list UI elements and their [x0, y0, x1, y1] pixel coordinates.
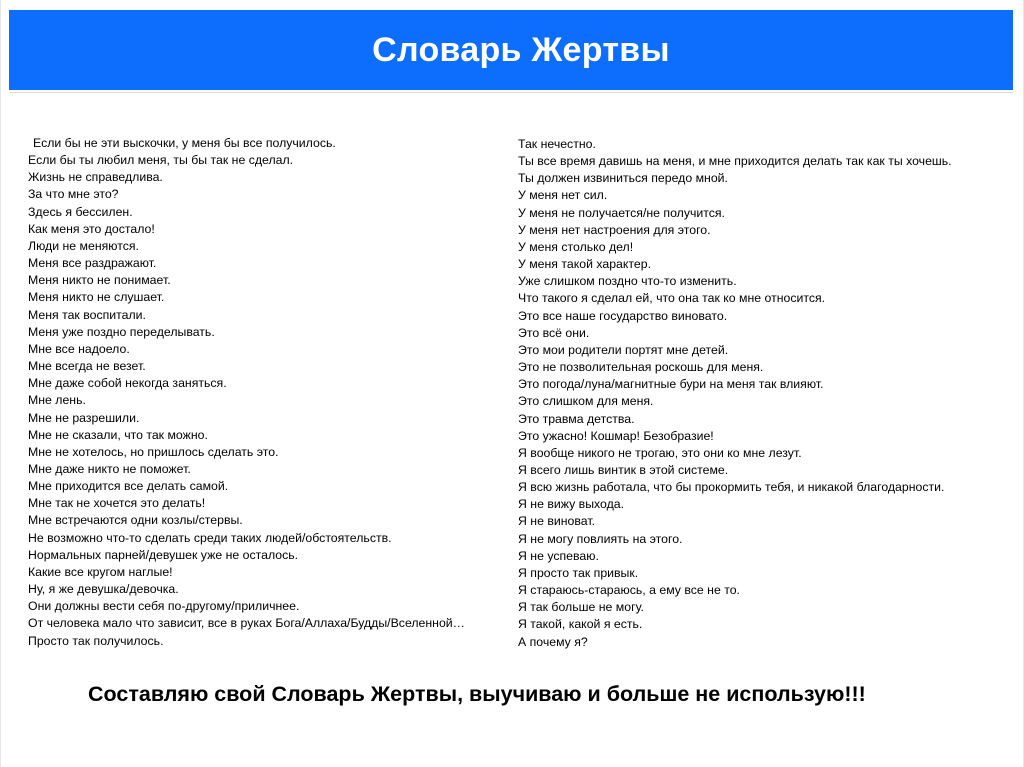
right-phrase-item: У меня нет сил. — [518, 188, 608, 203]
left-phrase-item: Меня все раздражают. — [28, 256, 157, 271]
footer-statement: Составляю свой Словарь Жертвы, выучиваю и больше не использую!!! — [88, 682, 866, 706]
left-phrase-item: Если бы не эти выскочки, у меня бы все получилось. — [33, 136, 336, 150]
right-phrase-item: У меня нет настроения для этого. — [518, 222, 711, 237]
right-phrase-list — [518, 136, 952, 651]
left-phrase-item: Ну, я же девушка/девочка. — [28, 582, 179, 597]
right-phrase-item: Я не успеваю. — [518, 548, 599, 563]
right-phrase-item: Я вообще никого не трогаю, это они ко мне лезут. — [518, 445, 802, 460]
left-phrase-item: Мне даже никто не поможет. — [28, 461, 191, 476]
left-phrase-item: Если бы ты любил меня, ты бы так не сделал. — [28, 153, 294, 168]
right-phrase-item: Это не позволительная роскошь для меня. — [518, 360, 764, 375]
left-phrase-item: Мне лень. — [28, 393, 86, 408]
right-phrase-item: А почему я? — [518, 634, 588, 649]
right-phrase-item: Что такого я сделал ей, что она так ко мне относится. — [518, 291, 826, 306]
left-phrase-item: Меня никто не понимает. — [28, 273, 171, 288]
left-phrase-item: Они должны вести себя по-другому/приличнее. — [28, 599, 300, 614]
right-phrase-item: Это погода/луна/магнитные бури на меня так влияют. — [518, 377, 824, 392]
right-phrase-item: Это всё они. — [518, 325, 590, 340]
left-phrase-item: От человека мало что зависит, все в руках Бога/Аллаха/Будды/Вселенной… — [28, 616, 465, 631]
page-title: Словарь Жертвы — [372, 30, 670, 69]
right-phrase-item: Это слишком для меня. — [518, 394, 654, 409]
left-phrase-item: Жизнь не справедлива. — [28, 170, 163, 185]
right-phrase-item: У меня столько дел! — [518, 239, 634, 254]
title-divider — [9, 92, 1013, 93]
left-phrase-list — [28, 135, 465, 650]
left-phrase-item: Мне даже собой некогда заняться. — [28, 376, 227, 391]
left-phrase-item: Мне не разрешили. — [28, 410, 140, 425]
right-phrase-item: Я всю жизнь работала, что бы прокормить тебя, и никакой благодарности. — [518, 480, 945, 495]
right-phrase-item: Я всего лишь винтик в этой системе. — [518, 462, 729, 477]
right-phrase-item: Это ужасно! Кошмар! Безобразие! — [518, 428, 714, 443]
left-phrase-item: Меня так воспитали. — [28, 307, 146, 322]
right-phrase-item: Так нечестно. — [518, 137, 596, 151]
left-phrase-item: Мне встречаются одни козлы/стервы. — [28, 513, 243, 528]
left-phrase-item: Люди не меняются. — [28, 238, 139, 253]
left-phrase-item: Мне приходится все делать самой. — [28, 479, 229, 494]
left-phrase-item: Какие все кругом наглые! — [28, 564, 173, 579]
left-phrase-item: Как меня это достало! — [28, 221, 155, 236]
right-phrase-item: Я такой, какой я есть. — [518, 617, 643, 632]
right-phrase-item: Это травма детства. — [518, 411, 635, 426]
right-phrase-item: Уже слишком поздно что-то изменить. — [518, 274, 737, 289]
left-phrase-item: Меня уже поздно переделывать. — [28, 324, 215, 339]
left-phrase-item: Мне не сказали, что так можно. — [28, 427, 208, 442]
left-phrase-item: Нормальных парней/девушек уже не осталось. — [28, 547, 299, 562]
right-phrase-item: Я не могу повлиять на этого. — [518, 531, 683, 546]
left-phrase-item: Мне не хотелось, но пришлось сделать это. — [28, 444, 279, 459]
right-phrase-item: Ты должен извиниться передо мной. — [518, 171, 728, 186]
left-phrase-item: Не возможно что-то сделать среди таких людей/обстоятельств. — [28, 530, 392, 545]
right-phrase-item: У меня такой характер. — [518, 257, 651, 272]
left-phrase-item: Здесь я бессилен. — [28, 204, 133, 219]
left-phrase-item: Мне так не хочется это делать! — [28, 496, 206, 511]
title-bar — [9, 10, 1013, 90]
right-phrase-item: Я просто так привык. — [518, 565, 639, 580]
right-phrase-item: У меня не получается/не получится. — [518, 205, 725, 220]
left-phrase-item: Просто так получилось. — [28, 633, 164, 648]
left-phrase-item: За что мне это? — [28, 187, 119, 202]
right-phrase-item: Это все наше государство виновато. — [518, 308, 728, 323]
right-phrase-item: Это мои родители портят мне детей. — [518, 342, 729, 357]
right-phrase-item: Я не вижу выхода. — [518, 497, 625, 512]
right-phrase-item: Я не виноват. — [518, 514, 596, 529]
left-phrase-item: Меня никто не слушает. — [28, 290, 165, 305]
left-phrase-item: Мне всегда не везет. — [28, 359, 146, 374]
right-phrase-item: Ты все время давишь на меня, и мне приходится делать так как ты хочешь. — [518, 154, 952, 169]
left-phrase-item: Мне все надоело. — [28, 341, 130, 356]
right-phrase-item: Я стараюсь-стараюсь, а ему все не то. — [518, 583, 740, 598]
right-phrase-item: Я так больше не могу. — [518, 600, 644, 615]
